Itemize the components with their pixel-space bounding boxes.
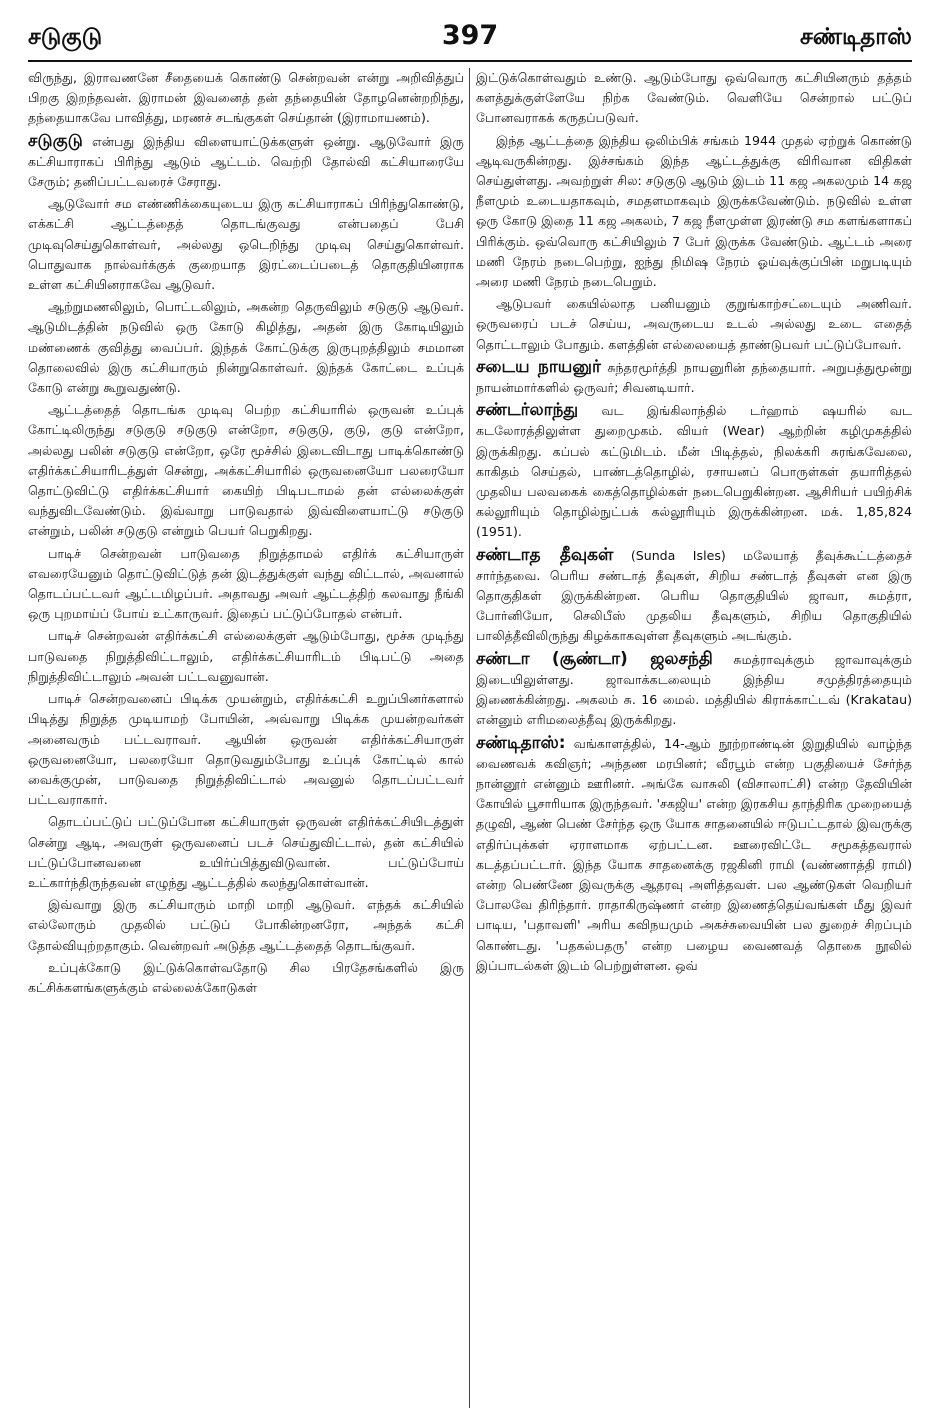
entry-headword: சண்டிதாஸ்:	[476, 732, 566, 753]
paragraph: ஆற்றுமணலிலும், பொட்டலிலும், அகன்ற தெருவிலும் சடுகுடு ஆடுவர். ஆடுமிடத்தின் நடுவில் ஒரு கோடு கிழித்து, அதன் இரு கோடியிலும் மண்ணைக் குவித்து வைப்பர். இந்தக் கோட்டுக்கு இருபுறத்திலும் சமமான தொலைவில் இரு கட்சியாரும் நின்றுகொள்வர். இந்தக் கோட்டை உப்புக் கோடு என்று கூறுவதுண்டு.	[28, 299, 464, 396]
entry-headword: சண்டாத தீவுகள்	[476, 544, 614, 565]
entry-chandidas	[476, 733, 912, 976]
column-divider	[469, 68, 470, 1408]
entry-sadugudu	[28, 131, 464, 193]
entry-sunda-isles	[476, 545, 912, 647]
page-number: 397	[441, 20, 499, 51]
paragraph: இந்த ஆட்டத்தை இந்திய ஒலிம்பிக் சங்கம் 1944 முதல் ஏற்றுக் கொண்டு ஆடிவருகின்றது. இச்சங்கம் இந்த ஆட்டத்துக்கு விரிவான விதிகள் செய்துள்ளது. அவற்றுள் சில: சடுகுடு ஆடும் இடம் 11 கஜ அகலமும் 14 கஜ நீளமும் உடையதாகவும், சமதளமாகவும் இருக்கவேண்டும். நடுவில் உள்ள ஒரு கோடு இதை 11 கஜ அகலம், 7 கஜ நீளமுள்ள இரண்டு சம களங்களாகப் பிரிக்கும். ஒவ்வொரு கட்சியிலும் 7 பேர் இருக்க வேண்டும். ஆட்டம் அரை மணி நேரம் நடைபெற்று, ஐந்து நிமிஷ நேரம் ஓய்வுக்குப்பின் மறுபடியும் அரை மணி நேரம் நடைபெறும்.	[476, 132, 912, 290]
entry-headword: சண்டா (சூண்டா) ஜலசந்தி	[476, 648, 713, 669]
paragraph: ஆடுபவர் கையில்லாத பனியனும் குறுங்காற்சட்டையும் அணிவர். ஒருவரைப் படச் செய்ய, அவருடைய உடல் அல்லது உடை எதைத் தொட்டாலும் போதும். களத்தின் எல்லையைத் தாண்டுபவர் பட்டுப்போவர்.	[476, 296, 912, 352]
right-column	[476, 68, 912, 978]
entry-sunda-strait	[476, 649, 912, 731]
continued-paragraph: இட்டுக்கொள்வதும் உண்டு. ஆடும்போது ஒவ்வொரு கட்சியினரும் தத்தம் களத்துக்குள்ளேயே நிற்க வேண்டும். வெளியே சென்றால் பட்டுப் போனவராகக் கருதப்படுவர்.	[476, 70, 912, 126]
paragraph: ஆட்டத்தைத் தொடங்க முடிவு பெற்ற கட்சியாரில் ஒருவன் உப்புக் கோட்டிலிருந்து சடுகுடு சடுகுடு என்றோ, சடுகுடு, குடு, குடு என்றோ, அல்லது பலின் சடுகுடு என்றோ, ஒரே மூச்சில் இடைவிடாது பாடிக்கொண்டு எதிர்க்கட்சியாரிடத்துள் சென்று, அக்கட்சியாரில் ஒருவனையோ பலரையோ தொட்டுவிட்டு எதிர்க்கட்சியார் கையிற் பிடிபடாமல் தன் எல்லைக்குள் வந்துவிடவேண்டும். இவ்வாறு பாடுவதால் இவ்விளையாட்டு சடுகுடு என்றும், பலின் சடுகுடு என்றும் பெயர் பெறுகிறது.	[28, 402, 464, 539]
continued-paragraph: விருந்து, இராவணனே சீதையைக் கொண்டு சென்றவன் என்று அறிவித்துப் பிறகு இறந்தவன். இராமன் இவனைத் தன் தந்தையின் தோழனென்றறிந்து, தந்தையாகவே பாவித்து, மரணச் சடங்குகள் செய்தான் (இராமாயணம்).	[28, 70, 464, 126]
entry-body: சுமத்ராவுக்கும் ஜாவாவுக்கும் இடையிலுள்ளது. ஜாவாக்கடலையும் இந்திய சமுத்திரத்தையும் இணைக்கின்றது. அகலம் சு. 16 மைல். மத்தியில் கிராக்காட்டவ் (Krakatau) என்னும் எரிமலைத்தீவு இருக்கிறது.	[476, 651, 912, 728]
entry-body: என்பது இந்திய விளையாட்டுக்களுள் ஒன்று. ஆடுவோர் இரு கட்சியாராகப் பிரிந்து ஆடும் ஆட்டம். வெற்றி தோல்வி கட்சியாரையே சேரும்; தனிப்பட்டவரைச் சேராது.	[28, 133, 464, 190]
paragraph: பாடிச் சென்றவன் பாடுவதை நிறுத்தாமல் எதிர்க் கட்சியாருள் எவரையேனும் தொட்டுவிட்டுத் தன் இடத்துக்குள் வந்து விட்டால், அவனால் தொடப்பட்டவர் ஆட்டமிழப்பர். அதாவது அவர் ஆட்டத்திற் கலவாது நீங்கி ஒரு புறமாய்ப் போய் உட்காருவர். இதைப் பட்டுப்போதல் என்பர்.	[28, 545, 464, 622]
paragraph: பாடிச் சென்றவன் எதிர்க்கட்சி எல்லைக்குள் ஆடும்போது, மூச்சு முடிந்து பாடுவதை நிறுத்திவிட்டாலும், எதிர்க்கட்சியாரிடம் பிடிபட்டு அதை நிறுத்திவிட்டாலும் அவன் பட்டவனுவான்.	[28, 628, 464, 684]
paragraph: தொடப்பட்டுப் பட்டுப்போன கட்சியாருள் ஒருவன் எதிர்க்கட்சியிடத்துள் சென்று ஆடி, அவருள் ஒருவனைப் படச் செய்துவிட்டால், தன் கட்சியில் பட்டுப்போனவனை உயிர்ப்பித்துவிடுவான். பட்டுப்போய் உட்கார்ந்திருந்தவன் எழுந்து ஆட்டத்தில் கலந்துகொள்வான்.	[28, 814, 464, 890]
entry-headword: சண்டர்லாந்து	[476, 400, 579, 421]
entry-headword: சடுகுடு	[28, 130, 83, 151]
entry-sadaiya-nayanar	[476, 357, 912, 398]
paragraph: பாடிச் சென்றவனைப் பிடிக்க முயன்றும், எதிர்க்கட்சி உறுப்பினர்களால் பிடித்து நிறுத்த முடியாமற் போயின், அவ்வாறு பிடிக்க முயன்றவர்கள் அனைவரும் பட்டவராவர். ஆயின் ஒருவன் எதிர்க்கட்சியாருள் ஒருவனையோ, பலரையோ தொடுவதும்போது உப்புக் கோட்டில் கால் வைக்குமுன், பாடுவதை நிறுத்திவிட்டால் அவனுல் தொடப்பட்டவர் பட்டவராகார்.	[28, 691, 464, 808]
left-column	[28, 68, 464, 1000]
entry-body: வங்காளத்தில், 14-ஆம் நூற்றாண்டின் இறுதியில் வாழ்ந்த வைணவக் கவிஞர்; அந்தண மரபினர்; வீரபூம் என்ற பகுதியைச் சேர்ந்த நான்னூர் என்னும் ஊரினர். அங்கே வாசுலி (விசாலாட்சி) என்ற தேவியின் கோயில் பூசாரியாக இருந்தவர். 'சகஜிய' என்ற இரகசிய தாந்திரிக முறையைத் தழுவி, ஆண் பெண் சேர்ந்த ஒரு யோக சாதனையில் ஈடுபட்டதால் இவருக்கு எதிர்ப்புக்கள் ஏராளமாக ஏற்பட்டன. ஊரைவிட்டே சமூகத்தவரால் கடத்தப்பட்டார். இந்த யோக சாதனைக்கு ரஜகினி ராமி (வண்ணாத்தி ராமி) என்ற பெண்ணே இவருக்கு ஆதரவு அளித்தவள். பல ஆண்டுகள் வெறியர் போலவே திரிந்தார். ராதாகிருஷ்ணர் என்ற இணைத்தெய்வங்கள் மீது இவர் பாடிய, 'பதாவளி' அரிய கவிநயமும் அகச்சுவையின் பல துறைச் சிறப்பும் கொண்டது. 'பதகல்பதரு' என்ற பழைய வைணவத் தொகை நூலில் இப்பாடல்கள் இடம் பெற்றுள்ளன. ஒவ்	[476, 735, 912, 973]
running-head-left: சடுகுடு	[28, 24, 103, 50]
entry-sunderland	[476, 400, 912, 542]
entry-body: சுந்தரமூர்த்தி நாயனுரின் தந்தையார். அறுபத்துமூன்று நாயன்மார்களில் ஒருவர்; சிவனடியார்.	[476, 359, 912, 396]
entry-headword: சடைய நாயனுர்	[476, 356, 601, 377]
page-header	[28, 18, 912, 62]
entry-body: வட இங்கிலாந்தில் டர்ஹாம் ஷயரில் வட கடலோரத்திலுள்ள துறைமுகம். வியர் (Wear) ஆற்றின் கழிமுகத்தில் இருக்கிறது. கப்பல் கட்டுமிடம். மீன் பிடித்தல், நிலக்கரி சுரங்கவேலை, காகிதம் செய்தல், பாண்டத்தொழில், ரசாயனப் பொருள்கள் தயாரித்தல் முதலிய பலவகைக் கைத்தொழில்கள் நடைபெறுகின்றன. ஆசிரியர் பயிற்சிக் கல்லூரியும் தொழில்நுட்பக் கல்லூரியும் இருக்கின்றன. மக். 1,85,824 (1951).	[476, 403, 912, 540]
paragraph: ஆடுவோர் சம எண்ணிக்கையுடைய இரு கட்சியாராகப் பிரிந்துகொண்டு, எக்கட்சி ஆட்டத்தைத் தொடங்குவது என்பதைப் பேசி முடிவுசெய்துகொள்வர், அல்லது ஒடெறிந்து முடிவு செய்துகொள்வர். பொதுவாக நால்வர்க்குக் குறையாத இரட்டைப்படைத் தொகுதியினராக உள்ள கட்சியினராகவே ஆடுவர்.	[28, 196, 464, 293]
paragraph: இவ்வாறு இரு கட்சியாரும் மாறி மாறி ஆடுவர். எந்தக் கட்சியில் எல்லோரும் முதலில் பட்டுப் போகின்றனரோ, அந்தக் கட்சி தோல்வியுற்றதாகும். வென்றவர் அடுத்த ஆட்டத்தைத் தொடங்குவர்.	[28, 897, 464, 953]
running-head-right: சண்டிதாஸ்	[799, 24, 912, 50]
paragraph: உப்புக்கோடு இட்டுக்கொள்வதோடு சில பிரதேசங்களில் இரு கட்சிக்களங்களுக்கும் எல்லைக்கோடுகள்	[28, 959, 464, 995]
entry-body: (Sunda Isles) மலேயாத் தீவுக்கூட்டத்தைச் சார்ந்தவை. பெரிய சண்டாத் தீவுகள், சிறிய சண்டாத் தீவுகள் என இரு தொகுதிகள் இருக்கின்றன. பெரிய தொகுதியில் ஜாவா, சுமத்ரா, போர்னியோ, செலிபீஸ் முதலிய தீவுகளும், சிறிய தொகுதியில் பாலித்தீவிலிருந்து கிழக்காகவுள்ள தீவுகளும் அடங்கும்.	[476, 547, 912, 644]
